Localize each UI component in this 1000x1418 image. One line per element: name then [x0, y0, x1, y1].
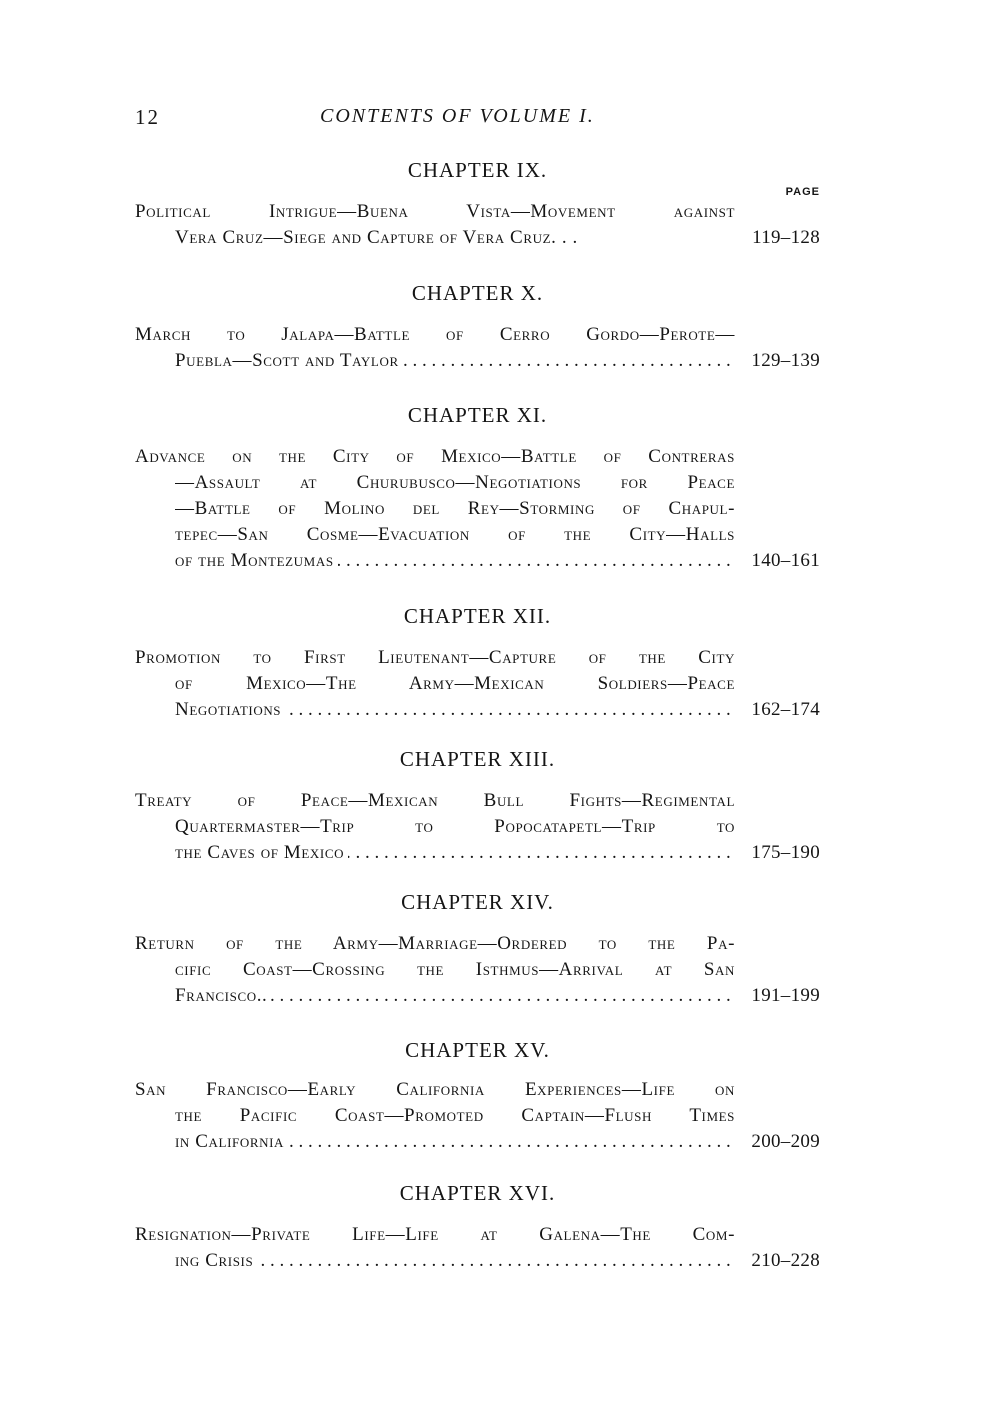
chapter-entry: [135, 1077, 820, 1159]
entry-line: of Mexico—The Army—Mexican Soldiers—Peace: [175, 673, 735, 694]
entry-line-leader: [175, 697, 735, 723]
entry-line-leader: [175, 840, 735, 866]
entry-line: Quartermaster—Trip to Popocatapetl—Trip to: [175, 816, 735, 837]
chapter-entry: [135, 788, 820, 870]
entry-line: tepec—San Cosme—Evacuation of the City—Halls: [175, 524, 735, 545]
page-column-label: PAGE: [785, 186, 820, 198]
chapter-heading: CHAPTER XIII.: [399, 747, 556, 771]
entry-line: Return of the Army—Marriage—Ordered to the Pa-: [135, 933, 735, 954]
entry-line: —Assault at Churubusco—Negotiations for Peace: [175, 472, 735, 493]
entry-line: the Caves of Mexico: [175, 842, 348, 863]
page-range: 140–161: [735, 548, 820, 574]
chapter-heading: CHAPTER X.: [411, 281, 544, 305]
chapter-entry: [135, 444, 820, 578]
entry-line: in California: [175, 1131, 288, 1152]
chapter-heading: CHAPTER XI.: [407, 403, 548, 427]
running-title: CONTENTS OF VOLUME I.: [320, 105, 595, 127]
chapter-entry: [135, 322, 820, 378]
entry-line: Negotiations: [175, 699, 285, 720]
entry-line: March to Jalapa—Battle of Cerro Gordo—Perote—: [135, 324, 735, 345]
chapter-entry: [135, 931, 820, 1013]
entry-line: Francisco..: [175, 985, 271, 1006]
entry-line: Vera Cruz—Siege and Capture of Vera Cruz. . .: [175, 227, 578, 248]
entry-line: San Francisco—Early California Experiences—Life on: [135, 1079, 735, 1100]
page-range: 191–199: [735, 983, 820, 1009]
entry-line-leader: [175, 1129, 735, 1155]
page-number: 12: [135, 105, 160, 129]
entry-line: Treaty of Peace—Mexican Bull Fights—Regimental: [135, 790, 735, 811]
entry-line: Promotion to First Lieutenant—Capture of the City: [135, 647, 735, 668]
page-range: 200–209: [735, 1129, 820, 1155]
entry-line-leader: [175, 548, 735, 574]
page-range: 129–139: [735, 348, 820, 374]
page-range: 162–174: [735, 697, 820, 723]
chapter-heading: CHAPTER XVI.: [399, 1181, 556, 1205]
entry-line: ing Crisis: [175, 1250, 257, 1271]
chapter-heading: CHAPTER XV.: [405, 1038, 550, 1062]
entry-line: the Pacific Coast—Promoted Captain—Flush Times: [175, 1105, 735, 1126]
page-header: [135, 105, 825, 135]
page-range: 210–228: [735, 1248, 820, 1274]
chapter-entry: [135, 199, 820, 255]
entry-line: Advance on the City of Mexico—Battle of Contreras: [135, 446, 735, 467]
chapter-entry: [135, 645, 820, 727]
entry-line: Resignation—Private Life—Life at Galena—The Com-: [135, 1224, 735, 1245]
page-range: 175–190: [735, 840, 820, 866]
entry-line: Political Intrigue—Buena Vista—Movement against: [135, 201, 735, 222]
entry-line: Puebla—Scott and Taylor: [175, 350, 403, 371]
entry-line: of the Montezumas: [175, 550, 338, 571]
chapter-heading: CHAPTER XII.: [403, 604, 552, 628]
entry-line-leader: [175, 983, 735, 1009]
entry-line: —Battle of Molino del Rey—Storming of Chapul-: [175, 498, 735, 519]
page-range: 119–128: [735, 225, 820, 251]
entry-line: cific Coast—Crossing the Isthmus—Arrival at San: [175, 959, 735, 980]
entry-line-leader: [175, 348, 735, 374]
chapter-entry: [135, 1222, 820, 1278]
chapter-heading: CHAPTER IX.: [407, 158, 548, 182]
entry-line-leader: [175, 1248, 735, 1274]
chapter-heading: CHAPTER XIV.: [401, 890, 554, 914]
